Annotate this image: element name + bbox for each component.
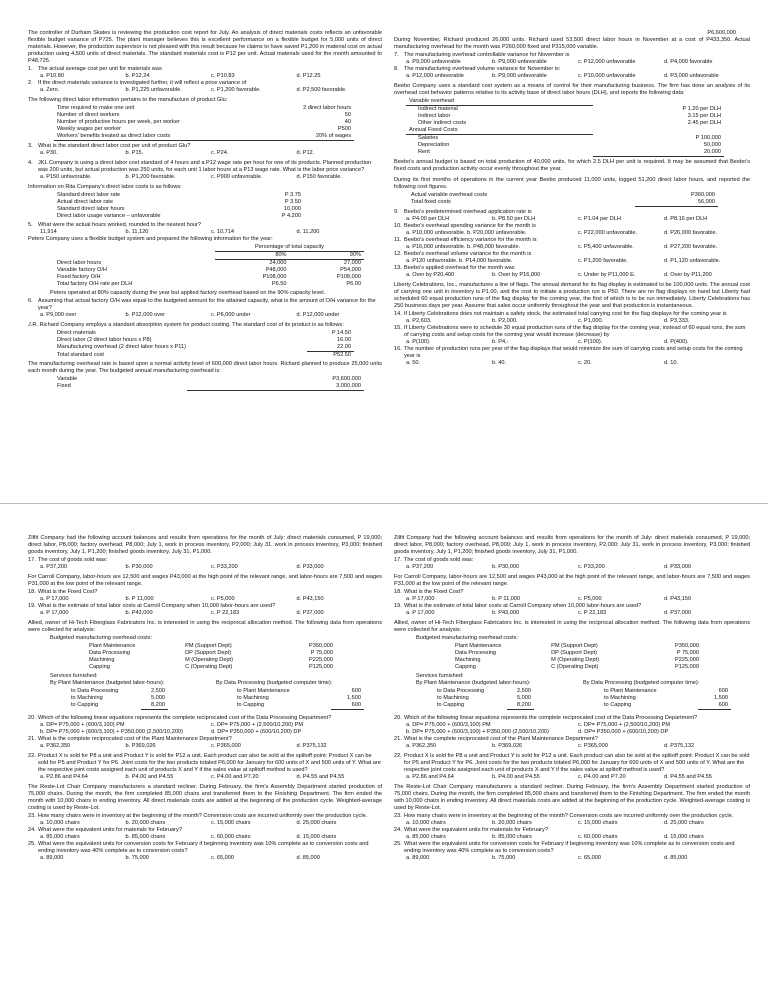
- choices-5: 11,914 b. 11,120 c. 10,714 d. 11,200: [40, 229, 320, 235]
- question-13: 13. Beebo's applied overhead for the month was: [394, 265, 515, 271]
- question-3: 3. What is the standard direct labor cost per unit of product Glu?: [28, 143, 191, 149]
- budget-label: Budgeted manufacturing overhead costs:: [416, 635, 518, 641]
- choices-23: a. 10,000 chairs b. 20,000 chairs c. 15,000 chairs d. 25,000 chairs: [40, 820, 337, 826]
- panel-top-right: [394, 30, 750, 495]
- choices-14: a. P2,603. b. P2,000. c. P1,000. d. P3,333.: [406, 318, 690, 324]
- choices-6: a. P9,000 over b. P12,000 over c. P6,000 under d. P12,000 under: [40, 312, 340, 318]
- liberty-intro: Liberty Celebrations, Inc., manufactures a line of flags. The annual demand for its flag display is estimated to be 100,000 units. The annual cost of carrying one unit in inventory is P1.00, and the cost to initiate a production run is P50. There are no flag displays on hand but Liberty had scheduled 60 equal production runs of the flag display for the coming year, the first of which is to be run immediately. Liberty Celebrations has 250 business days per year. Assume that sales occur uniformly throughout the year and that production is instantaneous.: [394, 282, 750, 309]
- choices-23: a. 10,000 chairs b. 20,000 chairs c. 15,000 chairs d. 25,000 chairs: [406, 820, 704, 826]
- glu-intro: The following direct labor information pertains to the manufacture of product Glu:: [28, 97, 228, 103]
- budget-label: Budgeted manufacturing overhead costs:: [50, 635, 152, 641]
- choices-2: a. Zero. b. P1,225 unfavorable. c. P1,200 favorable. d. P2,500 favorable.: [40, 87, 347, 93]
- choices-8: a. P12,000 unfavorable b. P9,000 unfavorable c. P10,000 unfavorable d. P3,000 unfavorable: [406, 73, 719, 79]
- panel-bottom-left: [28, 535, 382, 995]
- question-23: 23. How many chairs were in inventory at the beginning of the month? Conversion costs are incurred uniformly over the production cycle.: [394, 813, 734, 819]
- budget-table: Plant Maintenance PM (Support Dept) P350,000 Data Processing DP (Support Dept) P 75,000 Machining M (Operating Dept) P225,000 Capping C (Operating Dept) P125,000: [89, 643, 333, 670]
- choices-4: a. P150 unfavorable. b. P1,200 favorable. c. P900 unfavorable. d. P150 favorable.: [40, 174, 342, 180]
- choices-20-row-2: b. DP= P75,000 + (600/3,100) + P350,000 (2,500/10,200) d. DP= P350,000 + (600/10,200) DP: [40, 729, 302, 735]
- choices-24: a. 85,000 chairs b. 85,000 chairs c. 60,000 chairs d. 15,000 chairs: [406, 834, 704, 840]
- question-4: 4. JKL Company is using a direct labor cost standard of 4 hours and a P12 wage rate per hour for one of its products. Planned production was 200 units, but actual production was 250 units, for each unit 1 labor hours at a P13 wage rate. What is the labor price variance?: [28, 160, 372, 173]
- question-25: 25. What were the equivalent units for conversion costs for February if beginning inventory was 10% complete as to conversion costs and ending inventory was 40% complete as to conversion costs?: [394, 841, 735, 854]
- richard-intro: During November, Richard produced 26,000 units. Richard used 53,500 direct labor hours in November at a cost of P433,350. Actual manufacturing overhead for the month was P260,000 fixed and P315,000 variable.: [394, 37, 750, 50]
- question-17: 17. The cost of goods sold was:: [28, 557, 108, 563]
- question-14: 14. If Liberty Celebrations does not maintain a safety stock, the estimated total carrying cost for the flag displays for the coming year is: [394, 311, 727, 317]
- services-table: By Plant Maintenance (budgeted labor-hours): to Data Processing 2,500 to Machining 5,000 to Capping 8,200 By Data Processing (budgeted computer time): to Plant Maintenance 600 to Machining 1,500 to Capping 600: [394, 680, 750, 712]
- question-1: 1. The actual average cost per unit for materials was: [28, 66, 162, 72]
- choices-12: a. P120 unfavorable. b. P14,000 favorable. c. P1,200 favorable. d. P1,120 unfavorable.: [406, 258, 721, 264]
- restelot-intro: The Reste-Lot Chair Company manufacturers a standard recliner. During February, the firm's Assembly Department started production of 75,000 chairs. During the month, the firm completed 85,000 chairs and transferred them to the Finishing Department. The firm ended the month with 10,000 chairs in ending inventory. All direct materials costs are added at the beginning of the production cycle. Weighted-average costing is used by Reste-Lot.: [28, 784, 382, 811]
- question-20: 20. Which of the following linear equations represents the complete reciprocated cost of the Data Processing Department?: [28, 715, 332, 721]
- question-21: 21. What is the complete reciprocated cost of the Plant Maintenance Department?: [394, 736, 598, 742]
- question-6: 6. Assuming that actual factory O/H was equal to the budgeted amount for the attained capacity, what is the amount of O/H variance for the year?: [28, 298, 376, 311]
- choices-9: a. P4.00 per DLH b. P8.50 per DLH c. P1.04 per DLH d. P8.16 per DLH: [406, 216, 708, 222]
- question-22: 22. Product X is sold for P8 a unit and Product Y is sold for P12 a unit. Each product can also be sold at the splitoff point: Product X can be sold for P5 and Product Y for P6. Joint costs for the two products totaled P6,000 for January for 600 units of X and 500 units of Y. What are the respective joint costs assigned each unit of products X and Y if the sales value at splitoff method is used?: [28, 753, 381, 773]
- question-16: 16. The number of production runs per year of the flag displays that would minimize the sum of carrying costs and setup costs for the coming year is: [394, 346, 743, 359]
- panel-bottom-right: [394, 535, 750, 995]
- choices-21: a. P362,350 b. P369,026 c. P365,000 d. P375,132: [406, 743, 695, 749]
- question-10: 10. Beebo's overhead spending variance for the month is: [394, 223, 536, 229]
- question-21: 21. What is the complete reciprocated cost of the Plant Maintenance Department?: [28, 736, 232, 742]
- choices-22: a. P2.86 and P4.64 b. P4.00 and P4.55 c. P4.00 and P7.20 d. P4.55 and P4.55: [406, 774, 712, 780]
- choices-25: a. 89,000 b. 75,000 c. 65,000 d. 85,000: [406, 855, 688, 861]
- jr-budget-table: Variable P3,600,000 Fixed 3,000,000: [54, 376, 364, 391]
- choices-10: a. P10,000 unfavorable. b. P20,000 unfavorable. c. P22,000 unfavorable. d. P26,000 favorable.: [406, 230, 718, 236]
- glu-table: Time required to make one unit 2 direct labor hours Number of direct workers 50 Number of productive hours per week, per worker 40 Weekly wages per worker P500 Workers' benefits treated as direct labor costs 20% of wages: [54, 105, 354, 141]
- choices-19: a. P 17,000 b. P43,000 c. P 22,183 d. P37,000: [40, 610, 324, 616]
- question-19: 19. What is the estimate of total labor costs at Carroll Company when 10,000 labor-hours are used?: [28, 603, 276, 609]
- choices-16: a. 50. b. 40. c. 20. d. 10.: [406, 360, 678, 366]
- question-24: 24. What were the equivalent units for materials for February?: [28, 827, 182, 833]
- choices-15: a. P(100). b. P4,- c. P(100). d. P(400).: [406, 339, 689, 345]
- question-19: 19. What is the estimate of total labor costs at Carroll Company when 10,000 labor-hours are used?: [394, 603, 642, 609]
- panel-top-left: [28, 30, 382, 495]
- choices-17: a. P37,200 b. P30,000 c. P33,200 d. P33,000: [40, 564, 324, 570]
- choices-7: a. P9,000 unfavorable b. P9,000 unfavorable c. P12,000 unfavorable d. P4,000 favorable: [406, 59, 713, 65]
- question-23: 23. How many chairs were in inventory at the beginning of the month? Conversion costs are incurred uniformly over the production cycle.: [28, 813, 368, 819]
- beebo-intro: Beebo Company uses a standard cost system as a means of control for their manufacturing business. The firm has done an analysis of its overhead cost behavior patterns relative to its activity base of direct labor hours (DLH), and reports the following data:: [394, 83, 750, 96]
- services-label: Services furnished:: [416, 673, 464, 679]
- page-divider: [0, 503, 768, 504]
- question-9: 9. Beebo's predetermined overhead application rate is: [394, 209, 532, 215]
- beebo-note-2: During its first months of operations in the current year Beebo produced 11,000 units, logged 51,200 direct labor hours, and reported the following cost figures.: [394, 177, 750, 190]
- choices-24: a. 85,000 chairs b. 85,000 chairs c. 60,000 chairs d. 15,000 chairs: [40, 834, 337, 840]
- peters-intro: Peters Company uses a flexible budget system and prepared the following information for the year:: [28, 236, 273, 242]
- choices-3: a. P30. b. P15. c. P24. d. P12.: [40, 150, 315, 156]
- carroll-intro: For Carroll Company, labor-hours are 12,500 and wages P43,000 at the high point of the relevant range, and labor-hours are 7,500 and wages P31,000 at the low point of the relevant range.: [394, 574, 750, 587]
- peters-note: Peters operated at 80% capacity during the year but applied factory overhead based on the 90% capacity level.: [50, 290, 326, 296]
- choices-20-row-2: b. DP= P75,000 + (600/3,100) + P350,000 (2,500/10,200) d. DP= P350,000 + (600/10,200) DP: [406, 729, 669, 735]
- question-5: 5. What were the actual hours worked, rounded to the nearest hour?: [28, 222, 201, 228]
- choices-17: a. P37,200 b. P30,000 c. P33,200 d. P33,000: [406, 564, 692, 570]
- jr-note: The manufacturing overhead rate is based upon a normal activity level of 600,000 direct labor hours. Richard planned to produce 25,000 units each month during the year. The budgeted annual manufacturing overhead is:: [28, 361, 382, 374]
- allied-intro: Allied, owner of Hi-Tech Fiberglass Fabricators Inc. is interested in using the reciprocal allocation method. The following data from operations were collected for analysis:: [394, 620, 750, 633]
- budget-table: Plant Maintenance PM (Support Dept) P350,000 Data Processing DP (Support Dept) P 75,000 Machining M (Operating Dept) P225,000 Capping C (Operating Dept) P125,000: [455, 643, 699, 670]
- choices-19: a. P 17,000 b. P43,000 c. P 22,183 d. P37,000: [406, 610, 692, 616]
- question-2: 2. If the direct materials variance is investigated further, it will reflect a price variance of: [28, 80, 247, 86]
- beebo-cost-structure: Variable overhead Indirect material P 1.20 per DLH Indirect labor 3.15 per DLH Other indirect costs 2.45 per DLH Annual Fixed Costs Salaries P 100,000 Depreciation 50,000 Rent 20,000: [406, 98, 724, 157]
- budget-total: P6,600,000: [707, 30, 736, 36]
- question-25: 25. What were the equivalent units for conversion costs for February if beginning inventory was 10% complete as to conversion costs and ending inventory was 40% complete as to conversion costs?: [28, 841, 369, 854]
- question-18: 18. What is the Fixed Cost?: [394, 589, 464, 595]
- choices-20-row-1: a. DP= P75,000 + (600/3,100) PM c. DP= P75,000 + (2,500/10,200) PM: [406, 722, 671, 728]
- question-15: 15. If Liberty Celebrations were to schedule 30 equal production runs of the flag display for the coming year, instead of 60 equal runs, the sum of carrying costs and setup costs for the coming year would increase (decrease) by: [394, 325, 746, 338]
- zilfit-intro: Zilfit Company had the following account balances and results from operations for the month of July: direct materials consumed, P 19,000; direct labor, P8,000; factory overhead, P8,000; July 1, work in process inventory, P2,000; July 31, work in process inventory, P3,000; finished goods inventory, July 1, P1,200; finished goods inventory, July 31, P1,000.: [28, 535, 382, 555]
- choices-21: a. P362,350 b. P369,026 c. P365,000 d. P375,132: [40, 743, 327, 749]
- choices-13: a. Over by P20,400 b. Over by P16,000 c. Under by P11,000 E. d. Over by P11,200: [406, 272, 712, 278]
- rita-intro: Information on Rita Company's direct labor costs is as follows:: [28, 184, 182, 190]
- beebo-note-1: Beebo's annual budget is based on total production of 40,000 units, for which 2.5 DLH per unit is required. It may be assumed that Beebo's fixed costs and production activity occur evenly throughout the year.: [394, 159, 750, 172]
- question-24: 24. What were the equivalent units for materials for February?: [394, 827, 548, 833]
- choices-1: a. P10.80 b. P12.24 c. P10.83 d. P12.25: [40, 73, 321, 79]
- choices-11: a. P16,000 unfavorable. b. P48,000 favorable. c. P5,400 unfavorable. d. P27,200 favorable.: [406, 244, 718, 250]
- question-11: 11. Beebo's overhead efficiency variance for the month is: [394, 237, 537, 243]
- question-17: 17. The cost of goods sold was:: [394, 557, 474, 563]
- services-label: Services furnished:: [50, 673, 98, 679]
- question-8: 8. The manufacturing overhead volume variance for November is:: [394, 66, 561, 72]
- choices-25: a. 89,000 b. 75,000 c. 65,000 d. 85,000: [40, 855, 320, 861]
- services-table: By Plant Maintenance (budgeted labor-hours): to Data Processing 2,500 to Machining 5,000 to Capping 8,200 By Data Processing (budgeted computer time): to Plant Maintenance 600 to Machining 1,500 to Capping 600: [28, 680, 382, 712]
- zilfit-intro: Zilfit Company had the following account balances and results from operations for the month of July: direct materials consumed, P 19,000; direct labor, P8,000; factory overhead, P8,000; July 1, work in process inventory, P2,000; July 31, work in process inventory, P3,000; finished goods inventory, July 1, P1,200; finished goods inventory, July 31, P1,000.: [394, 535, 750, 555]
- choices-22: a. P2.86 and P4.64 b. P4.00 and P4.55 c. P4.00 and P7.20 d. P4.55 and P4.55: [40, 774, 345, 780]
- peters-table: Percentage of total capacity 80% 90% Direct labor hours 24,000 27,000 Variable factory O/H P48,000 P54,000 Fixed factory O/H P108,000 P108,000 Total factory O/H rate per DLH P6.50 P6.00: [54, 244, 364, 288]
- allied-intro: Allied, owner of Hi-Tech Fiberglass Fabricators Inc. is interested in using the reciprocal allocation method. The following data from operations were collected for analysis:: [28, 620, 382, 633]
- question-7: 7. The manufacturing overhead controllable variance for November is: [394, 52, 570, 58]
- durham-intro: The controller of Durham Skates is reviewing the production cost report for July. An analysis of direct materials costs reflects an unfavorable flexible budget variance of P725. The plant manager believes this is excellent performance on a flexible budget for 5,000 units of direct materials. However, the production supervisor is not pleased with this result because he claims to have saved P1,200 in material cost on actual production using 4,500 units of direct materials. The standard materials cost is P12 per unit. Actual materials used for the month amounted to P48,725.: [28, 30, 382, 64]
- choices-18: a. P 17,000 b. P 11,000 c. P5,000 d. P43,150: [40, 596, 324, 602]
- rita-table: Standard direct labor rate P 3.75 Actual direct labor rate P 3.50 Standard direct labor hours 10,000 Direct labor usage variance – unfavorable P 4,200: [57, 192, 301, 219]
- choices-20-row-1: a. DP= P75,000 + (600/3,100) PM c. DP= P75,000 + (2,500/10,200) PM: [40, 722, 304, 728]
- beebo-actual-costs: Actual variable overhead costs P360,000 Total fixed costs 56,000: [408, 192, 718, 207]
- jr-table: Direct materials P 14.50 Direct labor (2 direct labor hours x P8) 16.00 Manufacturing overhead (2 direct labor hours x P11) 22.00 Total standard cost P52.50: [54, 330, 354, 359]
- carroll-intro: For Carroll Company, labor-hours are 12,500 and wages P43,000 at the high point of the relevant range, and labor-hours are 7,500 and wages P31,000 at the low point of the relevant range.: [28, 574, 382, 587]
- question-18: 18. What is the Fixed Cost?: [28, 589, 98, 595]
- choices-18: a. P 17,000 b. P 11,000 c. P5,000 d. P43,150: [406, 596, 692, 602]
- question-12: 12. Beebo's overhead volume variance for the month is: [394, 251, 532, 257]
- question-22: 22. Product X is sold for P8 a unit and Product Y is sold for P12 a unit. Each product can also be sold at the splitoff point: Product X can be sold for P5 and Product Y for P6. Joint costs for the two products totaled P6,000 for January for 600 units of X and 500 units of Y. What are the respective joint costs assigned each unit of products X and Y if the sales value at splitoff method is used?: [394, 753, 750, 773]
- question-20: 20. Which of the following linear equations represents the complete reciprocated cost of the Data Processing Department?: [394, 715, 698, 721]
- restelot-intro: The Reste-Lot Chair Company manufacturers a standard recliner. During February, the firm's Assembly Department started production of 75,000 chairs. During the month, the firm completed 85,000 chairs and transferred them to the Finishing Department. The firm ended the month with 10,000 chairs in ending inventory. All direct materials costs are added at the beginning of the production cycle. Weighted-average costing is used by Reste-Lot.: [394, 784, 750, 811]
- jr-intro: J.R. Richard Company employs a standard absorption system for product costing. The standard cost of its product is as follows:: [28, 322, 344, 328]
